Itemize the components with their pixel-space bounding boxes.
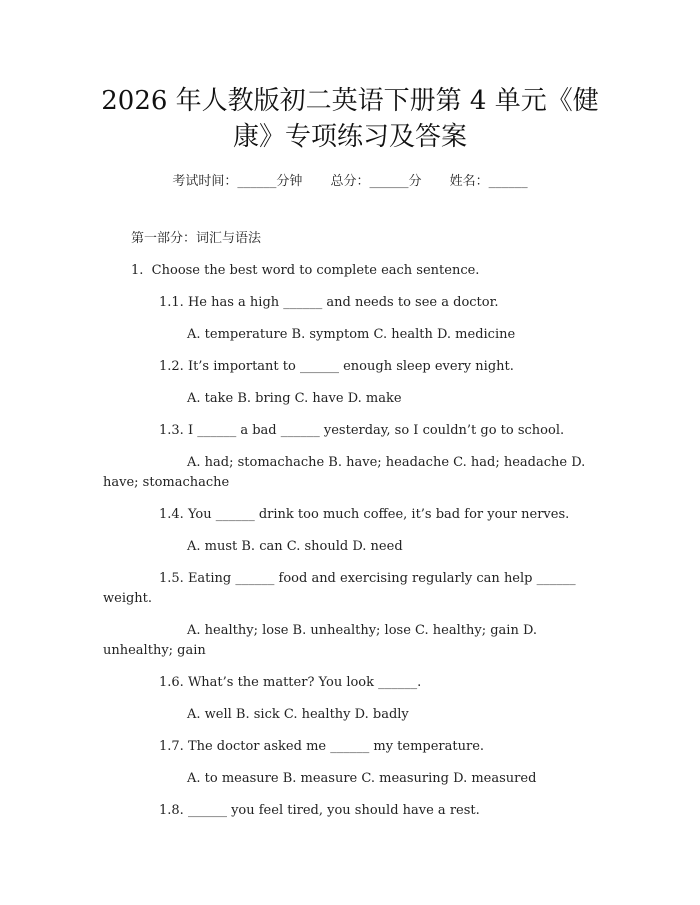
total-score-field: 总分：______分 bbox=[330, 174, 422, 189]
question-1-3: 1.3. I ______ a bad ______ yesterday, so I couldn’t go to school. bbox=[159, 423, 565, 438]
question-1-1: 1.1. He has a high ______ and needs to see a doctor. bbox=[159, 295, 499, 310]
question-prompt: 1. Choose the best word to complete each sentence. bbox=[131, 263, 480, 278]
question-1-2: 1.2. It’s important to ______ enough sleep every night. bbox=[159, 359, 514, 374]
exam-info-bar bbox=[0, 170, 700, 189]
question-1-8: 1.8. ______ you feel tired, you should have a rest. bbox=[159, 803, 480, 818]
question-1-4: 1.4. You ______ drink too much coffee, it’s bad for your nerves. bbox=[159, 507, 570, 522]
question-1-5: 1.5. Eating ______ food and exercising regularly can help ______ weight. bbox=[103, 571, 580, 606]
options-1-4: A. must B. can C. should D. need bbox=[187, 539, 403, 554]
document-title-line-1: 2026 年人教版初二英语下册第 4 单元《健 bbox=[101, 86, 599, 116]
student-name-field: 姓名：______ bbox=[449, 174, 528, 189]
document-title-line-2: 康》专项练习及答案 bbox=[232, 122, 467, 152]
options-1-3: A. had; stomachache B. have; headache C. had; headache D. have; stomachache bbox=[103, 455, 590, 490]
options-1-5: A. healthy; lose B. unhealthy; lose C. healthy; gain D. unhealthy; gain bbox=[103, 623, 542, 658]
options-1-7: A. to measure B. measure C. measuring D. measured bbox=[187, 771, 537, 786]
options-1-6: A. well B. sick C. healthy D. badly bbox=[187, 707, 409, 722]
options-1-1: A. temperature B. symptom C. health D. medicine bbox=[187, 327, 516, 342]
question-1-7: 1.7. The doctor asked me ______ my temperature. bbox=[159, 739, 485, 754]
question-1-6: 1.6. What’s the matter? You look ______. bbox=[159, 675, 422, 690]
options-1-2: A. take B. bring C. have D. make bbox=[187, 391, 402, 406]
section-heading: 第一部分：词汇与语法 bbox=[131, 231, 262, 246]
exam-time-field: 考试时间：______分钟 bbox=[172, 174, 303, 189]
